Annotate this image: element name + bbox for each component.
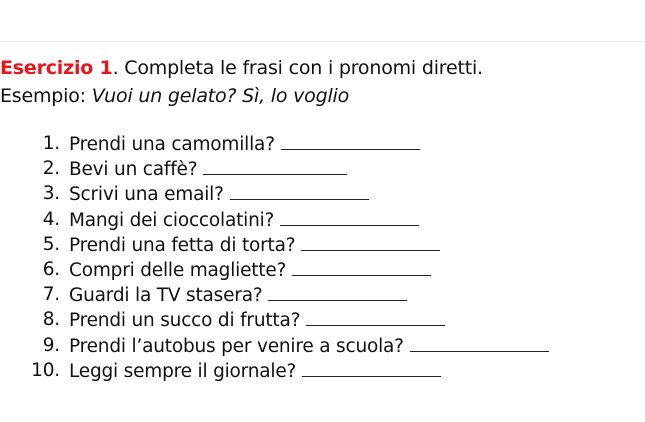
question-text: Prendi l’autobus per venire a scuola?: [69, 335, 404, 357]
answer-blank[interactable]: [203, 156, 347, 175]
question-number: 7.: [42, 284, 60, 306]
question-text: Guardi la TV stasera?: [69, 285, 263, 307]
question-text: Compri delle magliette?: [69, 259, 287, 281]
answer-blank[interactable]: [306, 307, 445, 326]
answer-blank[interactable]: [302, 358, 441, 377]
example-label: Esempio:: [0, 85, 86, 107]
question-number: 1.: [42, 133, 60, 154]
example-line: [0, 84, 349, 108]
question-number: 9.: [42, 334, 60, 356]
exercise-label: Esercizio 1: [0, 57, 113, 79]
question-number: 10.: [31, 359, 60, 381]
answer-blank[interactable]: [268, 282, 407, 301]
exercise-instruction: . Completa le frasi con i pronomi diretti.: [112, 57, 483, 79]
answer-blank[interactable]: [230, 181, 369, 200]
answer-blank[interactable]: [301, 232, 440, 251]
question-text: Scrivi una email?: [69, 184, 224, 206]
answer-blank[interactable]: [292, 257, 431, 276]
question-text: Leggi sempre il giornale?: [69, 360, 297, 382]
question-text: Mangi dei cioccolatini?: [69, 209, 275, 231]
example-text: Vuoi un gelato? Sì, lo voglio: [91, 85, 350, 107]
question-number: 3.: [42, 183, 60, 205]
question-text: Prendi un succo di frutta?: [69, 310, 301, 332]
question-number: 5.: [42, 233, 60, 255]
exercise-title: [0, 56, 483, 80]
question-text: Prendi una camomilla?: [69, 134, 275, 155]
question-number: 2.: [42, 158, 60, 180]
answer-blank[interactable]: [281, 131, 420, 150]
question-text: Prendi una fetta di torta?: [69, 234, 296, 256]
top-divider: [0, 41, 645, 42]
question-number: 4.: [42, 208, 60, 230]
question-number: 6.: [42, 258, 60, 280]
question-text: Bevi un caffè?: [69, 159, 198, 181]
answer-blank[interactable]: [280, 207, 419, 226]
question-number: 8.: [42, 309, 60, 331]
answer-blank[interactable]: [410, 333, 549, 352]
